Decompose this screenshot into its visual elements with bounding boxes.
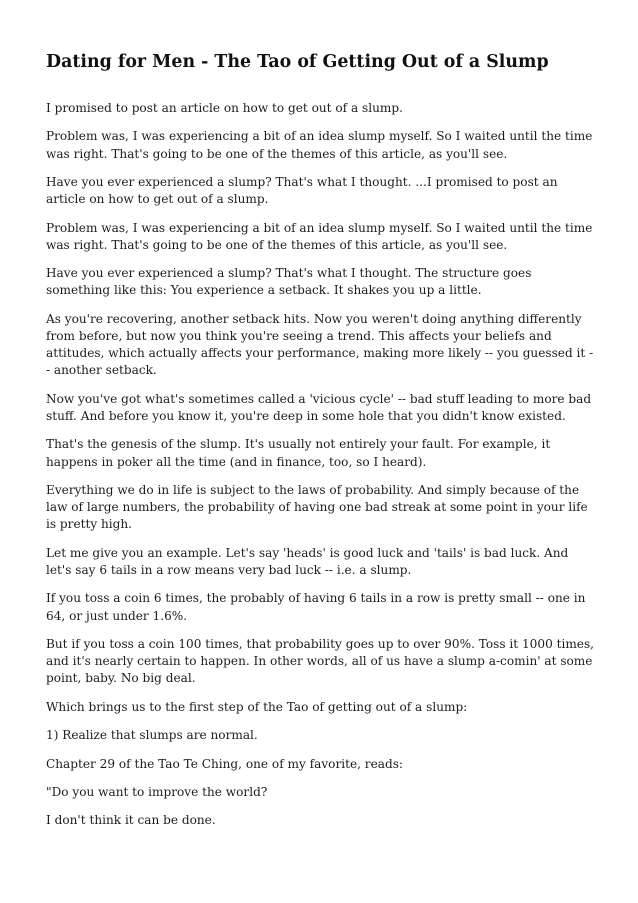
paragraph: Let me give you an example. Let's say 'heads' is good luck and 'tails' is bad luck. And let's say 6 tails in a row means very bad luck -- i.e. a slump. xyxy=(46,545,569,577)
paragraph: I promised to post an article on how to get out of a slump. xyxy=(46,101,403,115)
paragraph: "Do you want to improve the world? xyxy=(46,784,268,799)
paragraph: Which brings us to the first step of the Tao of getting out of a slump: xyxy=(46,699,468,714)
paragraph: That's the genesis of the slump. It's usually not entirely your fault. For example, it happens in poker all the time (and in finance, too, so I heard). xyxy=(46,437,551,469)
paragraph: If you toss a coin 6 times, the probably of having 6 tails in a row is pretty small -- one in 64, or just under 1.6%. xyxy=(46,591,586,623)
paragraph: Everything we do in life is subject to the laws of probability. And simply because of the law of large numbers, the probability of having one bad streak at some point in your life is pretty high. xyxy=(46,482,588,532)
paragraph: I don't think it can be done. xyxy=(46,813,216,828)
paragraph: But if you toss a coin 100 times, that probability goes up to over 90%. Toss it 1000 times, and it's nearly certain to happen. In other words, all of us have a slump a-comin' at some point, baby. No big deal. xyxy=(46,636,595,686)
paragraph: Problem was, I was experiencing a bit of an idea slump myself. So I waited until the time was right. That's going to be one of the themes of this article, as you'll see. xyxy=(46,220,593,252)
paragraph: Have you ever experienced a slump? That's what I thought. The structure goes something like this: You experience a setback. It shakes you up a little. xyxy=(46,266,532,298)
paragraph: Problem was, I was experiencing a bit of an idea slump myself. So I waited until the time was right. That's going to be one of the themes of this article, as you'll see. xyxy=(46,129,593,161)
article-body xyxy=(46,100,596,841)
paragraph: Have you ever experienced a slump? That's what I thought. ...I promised to post an article on how to get out of a slump. xyxy=(46,174,558,207)
paragraph: 1) Realize that slumps are normal. xyxy=(46,728,258,743)
paragraph: Chapter 29 of the Tao Te Ching, one of my favorite, reads: xyxy=(46,756,403,771)
paragraph: Now you've got what's sometimes called a 'vicious cycle' -- bad stuff leading to more bad stuff. And before you know it, you're deep in some hole that you didn't know existed. xyxy=(46,391,592,423)
article-title: Dating for Men - The Tao of Getting Out of a Slump xyxy=(46,52,549,72)
paragraph: As you're recovering, another setback hits. Now you weren't doing anything differently from before, but now you think you're seeing a trend. This affects your beliefs and attitudes, which actually affects your performance, making more likely -- you guessed it -- another setback. xyxy=(46,311,594,378)
